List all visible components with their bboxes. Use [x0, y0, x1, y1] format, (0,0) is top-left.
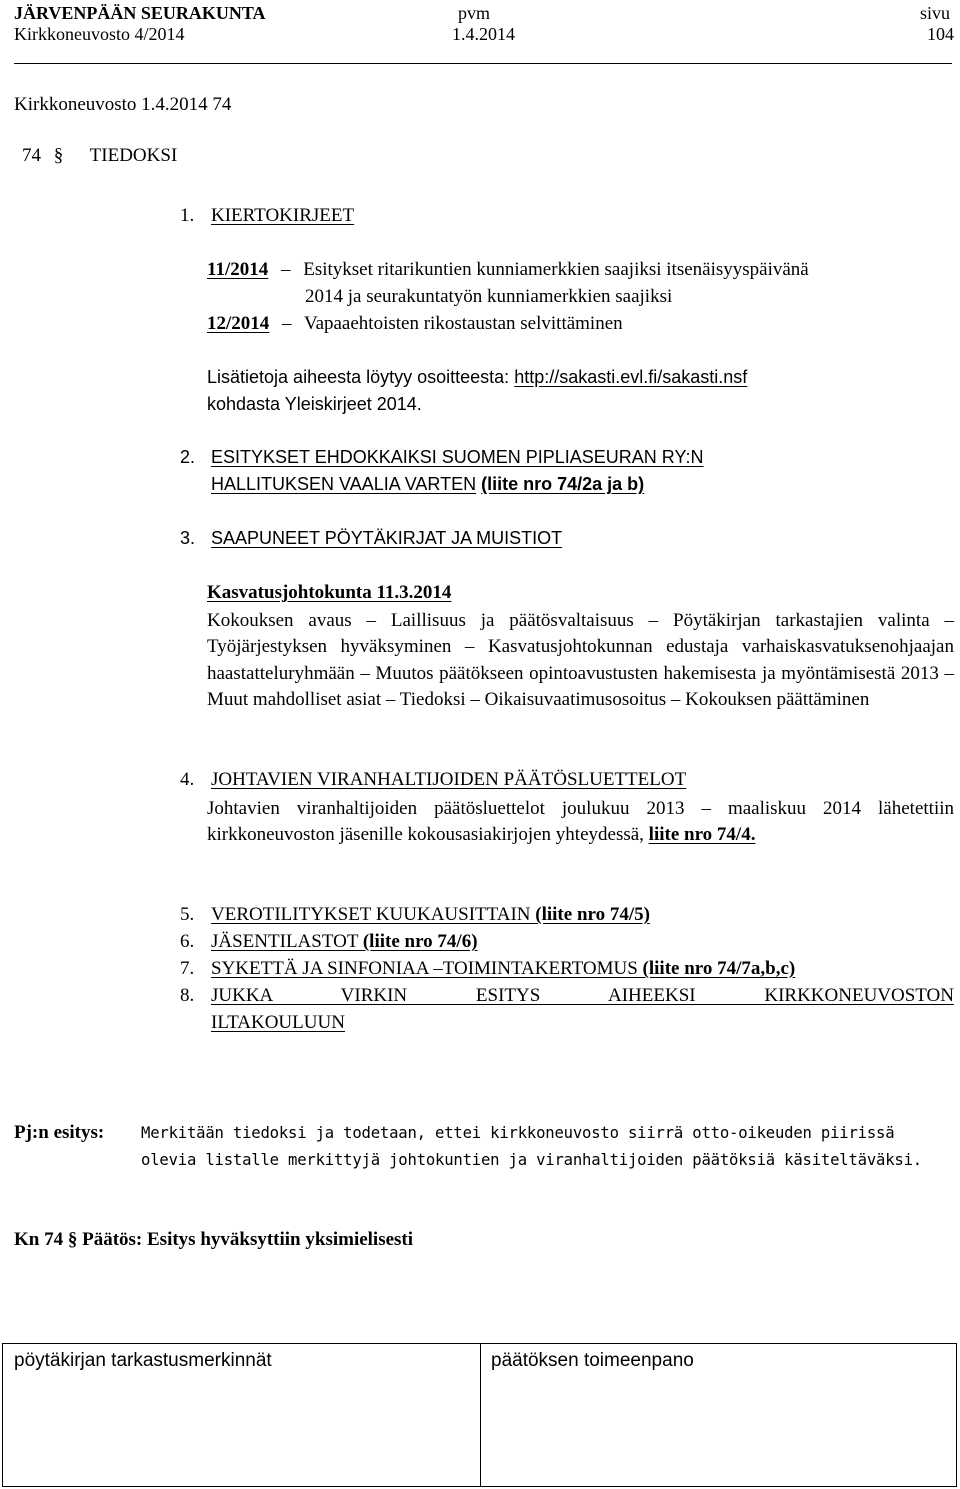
item-2-number: 2. — [180, 447, 196, 467]
circular-2-text: Vapaaehtoisten rikostaustan selvittäminen — [303, 313, 623, 334]
page-label: sivu — [920, 3, 951, 23]
item-1-title: KIERTOKIRJEET — [211, 205, 355, 226]
review-box — [2, 1343, 481, 1487]
page-number: 104 — [927, 24, 954, 44]
item-4-text: Johtavien viranhaltijoiden päätösluettelot joulukuu 2013 – maaliskuu 2014 lähetettiin kirkkoneuvoston jäsenille kokousasiakirjojen yhteydessä, — [207, 798, 954, 846]
implementation-box — [480, 1343, 957, 1487]
item-8-title-line-1: JUKKA VIRKIN ESITYS AIHEEKSI KIRKKONEUVOSTON — [211, 985, 954, 1006]
item-5-title — [211, 904, 650, 926]
circular-1-text: Esitykset ritarikuntien kunniamerkkien saajiksi itsenäisyyspäivänä — [303, 259, 809, 280]
item-5-number: 5. — [180, 904, 195, 925]
proposal-label: Pj:n esitys: — [14, 1122, 105, 1143]
section-number: 74 — [22, 145, 41, 166]
section-title: TIEDOKSI — [89, 145, 178, 166]
item-7-attachment: (liite nro 74/7a,b,c) — [642, 958, 796, 979]
dash: – — [280, 259, 291, 280]
organization-name: JÄRVENPÄÄN SEURAKUNTA — [14, 3, 266, 23]
item-2-title-line-1: ESITYKSET EHDOKKAIKSI SUOMEN PIPLIASEURAN RY:N — [211, 447, 704, 467]
sakasti-link[interactable]: http://sakasti.evl.fi/sakasti.nsf — [514, 367, 748, 387]
item-6-attachment: (liite nro 74/6) — [362, 931, 478, 952]
item-3-title: SAAPUNEET PÖYTÄKIRJAT JA MUISTIOT — [211, 528, 563, 548]
info-line — [207, 367, 747, 388]
proposal-text-line-1: Merkitään tiedoksi ja todetaan, ettei kirkkoneuvosto siirrä otto-oikeuden piirissä — [141, 1124, 895, 1142]
info-text: Lisätietoja aiheesta löytyy osoitteesta: — [207, 367, 510, 387]
item-2-title-line-2 — [211, 474, 644, 495]
date-label: pvm — [458, 3, 491, 23]
paragraph-icon: § — [53, 145, 64, 166]
item-3-number: 3. — [180, 528, 196, 548]
header-divider — [14, 63, 952, 64]
item-3-body: Kokouksen avaus – Laillisuus ja päätösvaltaisuus – Pöytäkirjan tarkastajien valinta – Työjärjestyksen hyväksyminen – Kasvatusjohtokunnan edustaja varhaiskasvatuksenohjaajan haastatteluryhmään – Muutos päätökseen opintoavustusten hakemisesta ja myöntämisestä 2013 – Muut mahdolliset asiat – Tiedoksi – Oikaisuvaatimusosoitus – Kokouksen päättäminen — [207, 610, 954, 710]
item-5-title-text: VEROTILITYKSET KUUKAUSITTAIN — [211, 904, 531, 925]
dash: – — [282, 313, 292, 334]
circular-2-number: 12/2014 — [207, 313, 270, 334]
circular-1-number: 11/2014 — [207, 259, 269, 280]
item-7-number: 7. — [180, 958, 195, 979]
circular-1 — [207, 259, 809, 281]
meeting-date: 1.4.2014 — [452, 24, 515, 44]
item-2-title-text: HALLITUKSEN VAALIA VARTEN — [211, 474, 477, 494]
circular-2 — [207, 313, 623, 335]
item-4-number: 4. — [180, 769, 195, 790]
item-7-title — [211, 958, 795, 980]
section-heading — [22, 145, 177, 167]
item-4-body — [207, 796, 954, 849]
meeting-name: Kirkkoneuvosto 4/2014 — [14, 24, 185, 44]
item-3-subtitle: Kasvatusjohtokunta 11.3.2014 — [207, 582, 452, 603]
item-7-title-text: SYKETTÄ JA SINFONIAA –TOIMINTAKERTOMUS — [211, 958, 638, 979]
info-line-2: kohdasta Yleiskirjeet 2014. — [207, 394, 422, 414]
item-8-number: 8. — [180, 985, 195, 1006]
item-6-title-text: JÄSENTILASTOT — [211, 931, 359, 952]
item-4-title: JOHTAVIEN VIRANHALTIJOIDEN PÄÄTÖSLUETTELOT — [211, 769, 687, 790]
circular-1-text-continued: 2014 ja seurakuntatyön kunniamerkkien saajiksi — [305, 286, 673, 307]
implementation-box-label: päätöksen toimeenpano — [491, 1350, 694, 1371]
item-6-number: 6. — [180, 931, 195, 952]
item-5-attachment: (liite nro 74/5) — [535, 904, 650, 925]
decision: Kn 74 § Päätös: Esitys hyväksyttiin yksimielisesti — [14, 1229, 414, 1250]
item-8-title-line-2: ILTAKOULUUN — [211, 1012, 345, 1033]
section-reference: Kirkkoneuvosto 1.4.2014 74 — [14, 94, 232, 115]
item-4-attachment: liite nro 74/4. — [648, 824, 756, 846]
item-2-attachment: (liite nro 74/2a ja b) — [481, 474, 645, 494]
review-box-label: pöytäkirjan tarkastusmerkinnät — [14, 1350, 272, 1371]
item-1-number: 1. — [180, 205, 195, 226]
item-6-title — [211, 931, 478, 953]
proposal-text-line-2: olevia listalle merkittyjä johtokuntien ja viranhaltijoiden päätöksiä käsiteltäväksi. — [141, 1151, 922, 1169]
